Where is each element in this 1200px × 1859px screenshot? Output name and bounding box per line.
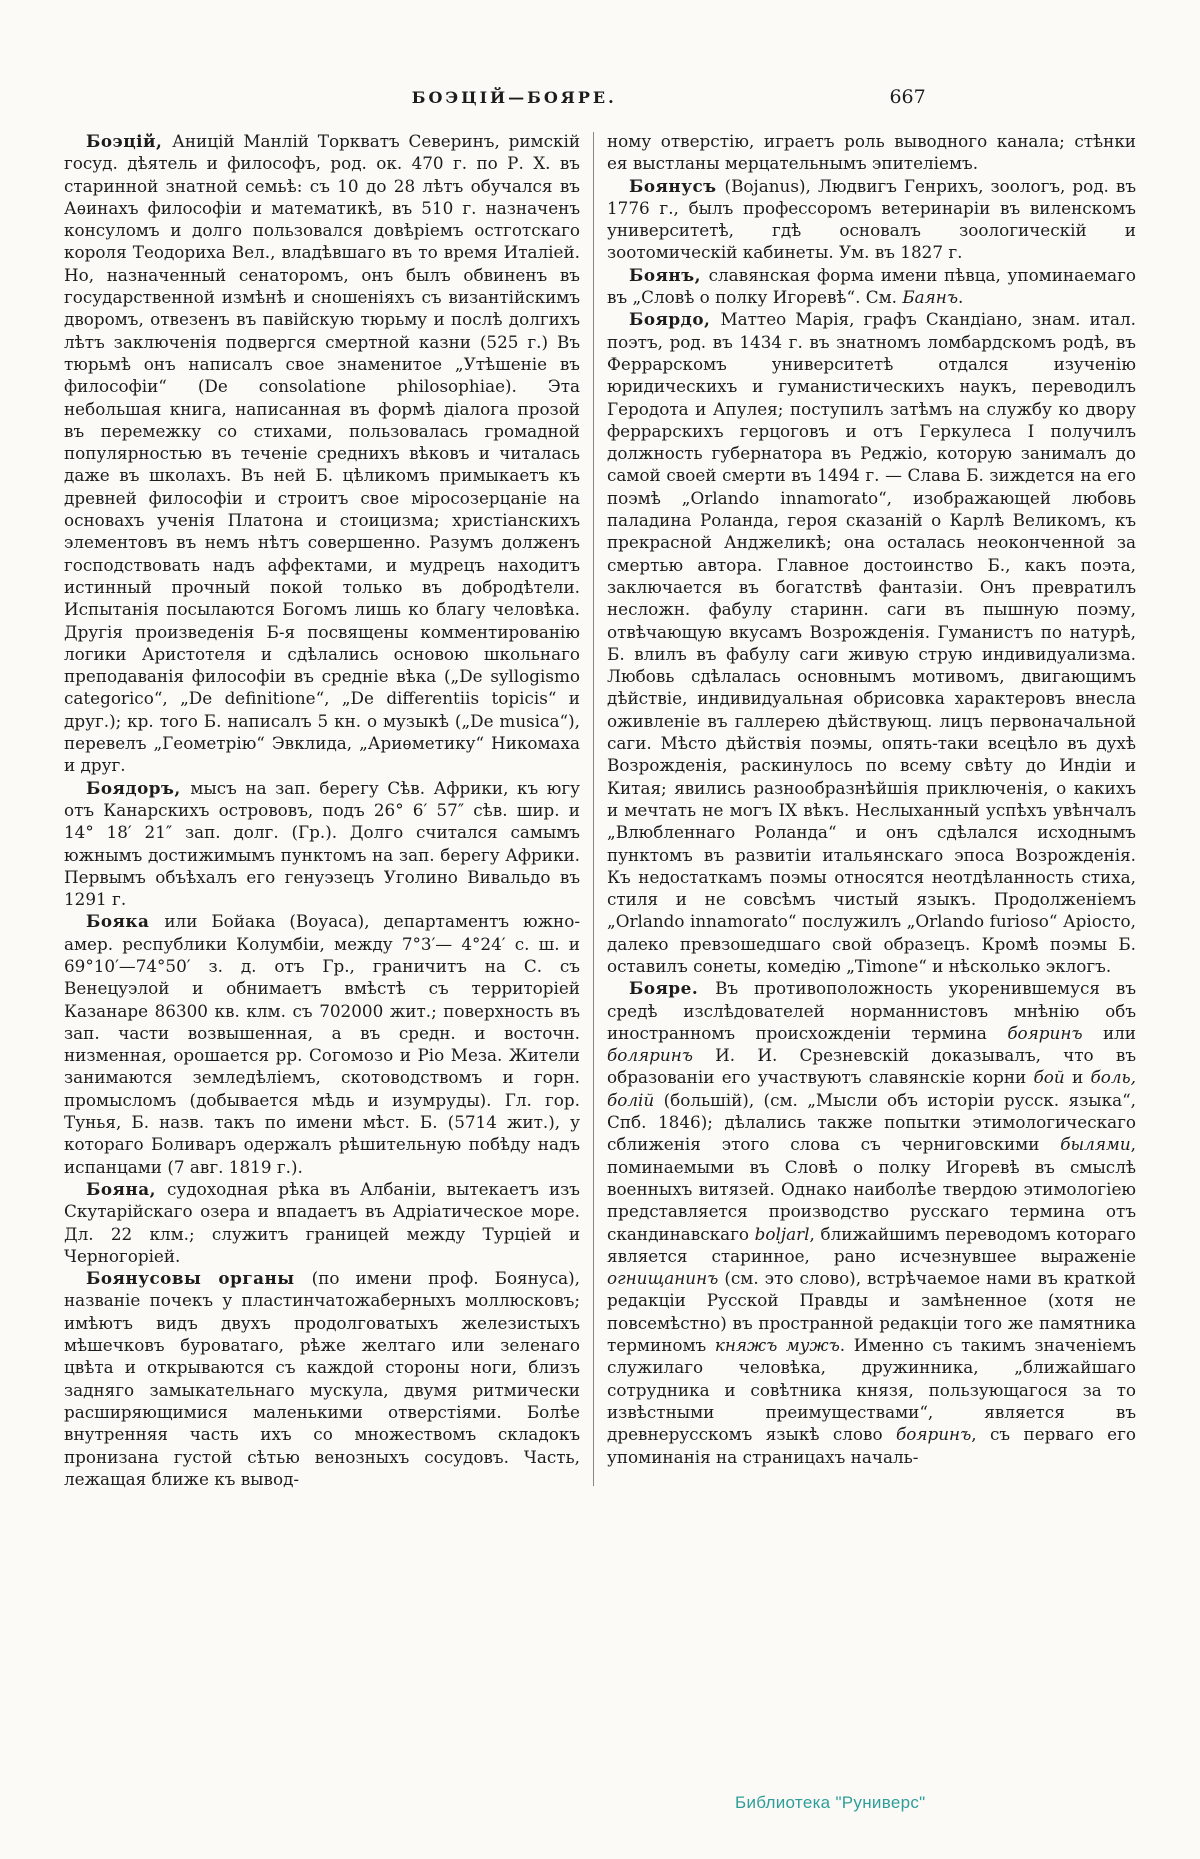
left-column (64, 130, 580, 1490)
article-headword: Боянъ, (629, 264, 709, 285)
article-headword: Боярдо, (629, 309, 721, 330)
article-headword: Бояре. (629, 978, 716, 999)
library-watermark: Библиотека "Руниверс" (735, 1793, 926, 1812)
running-title: БОЭЦІЙ—БОЯРЕ. (411, 88, 617, 107)
article-paragraph: Боярдо, Маттео Марія, графъ Скандіано, знам. итал. поэтъ, род. въ 1434 г. въ знатномъ ломбардскомъ родѣ, въ Феррарскомъ университетѣ отдался изученію юридическихъ и гуманистическихъ наукъ, переводилъ Геродота и Апулея; поступилъ затѣмъ на службу ко двору феррарскихъ герцоговъ и отъ Геркулеса I получилъ должность губернатора въ Реджіо, которую занималъ до самой своей смерти въ 1494 г. — Слава Б. зиждется на его поэмѣ „Orlando innamorato“, изображающей любовь паладина Роланда, героя сказаній о Карлѣ Великомъ, къ прекрасной Анджеликѣ; она осталась неоконченной за смертью автора. Главное достоинство Б., какъ поэта, заключается въ богатствѣ фантазіи. Онъ превратилъ несложн. фабулу старинн. саги въ пышную поэму, отвѣчающую вкусамъ Возрожденія. Гуманистъ по натурѣ, Б. влилъ въ фабулу саги живую струю индивидуализма. Любовь сдѣлалась основнымъ мотивомъ, двигающимъ дѣйствіе, индивидуальная обрисовка характеровъ внесла оживленіе въ галлерею дѣйствующ. лицъ первоначальной саги. Мѣсто дѣйствія поэмы, опять-таки всецѣло въ духѣ Возрожденія, раскинулось по всему свѣту до Индіи и Китая; явились разнообразнѣйшія приключенія, о какихъ и мечтать не могъ IX вѣкъ. Неслыханный успѣхъ увѣнчалъ „Влюбленнаго Роланда“ и онъ сдѣлался исходнымъ пунктомъ въ развитіи итальянскаго эпоса Возрожденія. Къ недостаткамъ поэмы относятся неотдѣланность стиха, стиля и не совсѣмъ чистый языкъ. Продолженіемъ „Orlando innamorato“ послужилъ „Orlando furioso“ Аріосто, далеко превзошедшаго свой образецъ. Кромѣ поэмы Б. оставилъ сонеты, комедію „Timone“ и нѣсколько эклогъ. (607, 309, 1136, 976)
article-headword: Бояка (86, 911, 165, 932)
article-headword: Бояна, (86, 1178, 167, 1199)
italic-term: бояринъ (1007, 1022, 1083, 1043)
page-number: 667 (889, 86, 926, 108)
article-paragraph: Бояка или Бойака (Воуаса), департаментъ южно-амер. республики Колумбіи, между 7°3′— 4°24′ с. ш. и 69°10′—74°50′ з. д. отъ Гр., граничитъ на С. съ Венецуэлой и обнимаетъ вмѣстѣ съ территоріей Казанаре 86300 кв. клм. съ 702000 жит.; поверхность въ зап. части возвышенная, а въ средн. и восточн. низменная, орошается рр. Согомозо и Ріо Меза. Жители занимаются земледѣліемъ, скотоводствомъ и горн. промысломъ (добывается мѣдь и изумруды). Гл. гор. Тунья, Б. назв. такъ по имени мѣст. Б. (5714 жит.), у котораго Боливаръ одержалъ рѣшительную побѣду надъ испанцами (7 авг. 1819 г.). (64, 911, 581, 1177)
article-paragraph: ному отверстію, играетъ роль выводного канала; стѣнки ея выстланы мерцательнымъ эпителіемъ. (607, 131, 1136, 174)
italic-term: бояринъ (896, 1424, 972, 1445)
article-headword: Боянусъ (629, 175, 725, 196)
article-headword: Боянусовы органы (86, 1268, 312, 1289)
article-headword: Боэцій, (86, 131, 173, 151)
article-paragraph: Боэцій, Аницій Манлій Торкватъ Северинъ, римскій госуд. дѣятель и философъ, род. ок. 470 г. по Р. Х. въ старинной знатной семьѣ: съ 10 до 28 лѣтъ обучался въ Аѳинахъ философіи и математикѣ, въ 510 г. назначенъ консуломъ и долго пользовался довѣріемъ остготскаго короля Теодориха Вел., владѣвшаго въ то время Италіей. Но, назначенный сенаторомъ, онъ былъ обвиненъ въ государственной измѣнѣ и сношеніяхъ съ византійскимъ дворомъ, отвезенъ въ павійскую тюрьму и послѣ долгихъ лѣтъ заключенія подвергся смертной казни (525 г.) Въ тюрьмѣ онъ написалъ свое знаменитое „Утѣшеніе въ философіи“ (De consolatione philosophiae). Эта небольшая книга, написанная въ формѣ діалога прозой въ перемежку со стихами, пользовалась громадной популярностью въ теченіе среднихъ вѣковъ и читалась даже въ школахъ. Въ ней Б. цѣликомъ примыкаетъ къ древней философіи и строитъ свое міросозерцаніе на основахъ ученія Платона и стоицизма; христіанскихъ элементовъ въ немъ нѣтъ совершенно. Разумъ долженъ господствовать надъ аффектами, и мудрецъ находитъ истинный прочный покой только въ добродѣтели. Испытанія посылаются Богомъ лишь ко благу человѣка. Другія произведенія Б-я посвящены комментированію логики Аристотеля и сдѣлались основою школьнаго преподаванія философіи въ средніе вѣка („De syllogismo categorico“, „De definitione“, „De differentiis topicis“ и друг.); кр. того Б. написалъ 5 кн. о музыкѣ („De musica“), перевелъ „Геометрію“ Эвклида, „Ариѳметику“ Никомаха и друг. (64, 131, 581, 776)
italic-term: Баянъ (902, 287, 959, 308)
article-headword: Боядоръ, (86, 777, 191, 798)
article-paragraph: Бояре. Въ противоположность укоренившемуся въ средѣ изслѣдователей норманнистовъ мнѣнію объ иностранномъ происхожденіи термина бояринъ или боляринъ И. И. Срезневскій доказывалъ, что въ образованіи его участвуютъ славянскіе корни бой и боль, болій (большій), (см. „Мысли объ исторіи русск. языка“, Спб. 1846); дѣлались также попытки этимологическаго сближенія этого слова съ черниговскими былями, поминаемыми въ Словѣ о полку Игоревѣ въ смыслѣ военныхъ витязей. Однако наиболѣе твердою этимологіею представляется производство русскаго термина отъ скандинавскаго boljarl, ближайшимъ переводомъ котораго является старинное, рано исчезнувшее выраженіе огнищанинъ (см. это слово), встрѣчаемое нами въ краткой редакціи Русской Правды и замѣненное (хотя не повсемѣстно) въ пространной редакціи того же памятника терминомъ княжъ мужъ. Именно съ такимъ значеніемъ служилаго человѣка, дружинника, „ближайшаго сотрудника и совѣтника князя, пользующагося за то извѣстными преимуществами“, является въ древнерусскомъ языкѣ слово бояринъ, съ перваго его упоминанія на страницахъ началь- (607, 978, 1137, 1467)
italic-term: былями (1060, 1134, 1131, 1155)
italic-term: boljarl (754, 1223, 810, 1244)
italic-term: огнищанинъ (607, 1268, 719, 1289)
article-paragraph: Боянусъ (Bojanus), Людвигъ Генрихъ, зоологъ, род. въ 1776 г., былъ профессоромъ ветеринаріи въ виленскомъ университетѣ, гдѣ основалъ зоологическій и зоотомическій кабинеты. Ум. въ 1827 г. (607, 175, 1136, 263)
page-header (64, 88, 1136, 130)
article-paragraph: Боянусовы органы (по имени проф. Боянуса), названіе почекъ у пластинчатожаберныхъ моллюсковъ; имѣютъ видъ двухъ продолговатыхъ железистыхъ мѣшечковъ буроватаго, рѣже желтаго или зеленаго цвѣта и открываются съ каждой стороны ноги, близъ задняго замыкательнаго мускула, двумя ритмически расширяющимися маленькими отверстіями. Болѣе внутренняя часть ихъ со множествомъ складокъ пронизана густой сѣтью венозныхъ сосудовъ. Часть, лежащая ближе къ вывод- (64, 1268, 580, 1489)
italic-term: боляринъ (607, 1045, 693, 1066)
article-paragraph: Боядоръ, мысъ на зап. берегу Сѣв. Африки, къ югу отъ Канарскихъ острововъ, подъ 26° 6′ 57″ сѣв. шир. и 14° 18′ 21″ зап. долг. (Гр.). Долго считался самымъ южнымъ достижимымъ пунктомъ на зап. берегу Африки. Первымъ объѣхалъ его генуэзецъ Уголино Вивальдо въ 1291 г. (64, 777, 580, 910)
article-paragraph: Бояна, судоходная рѣка въ Албаніи, вытекаетъ изъ Скутарійскаго озера и впадаетъ въ Адріатическое море. Дл. 22 клм.; служитъ границей между Турціей и Черногоріей. (64, 1178, 580, 1266)
italic-term: княжъ мужъ (714, 1335, 840, 1356)
italic-term: боль, болій (607, 1067, 1136, 1110)
article-paragraph: Боянъ, славянская форма имени пѣвца, упоминаемаго въ „Словѣ о полку Игоревѣ“. См. Баянъ. (607, 264, 1136, 308)
right-column (607, 130, 1136, 1490)
text-columns (64, 130, 1136, 1490)
italic-term: бой (1033, 1067, 1065, 1088)
column-divider (593, 132, 594, 1486)
